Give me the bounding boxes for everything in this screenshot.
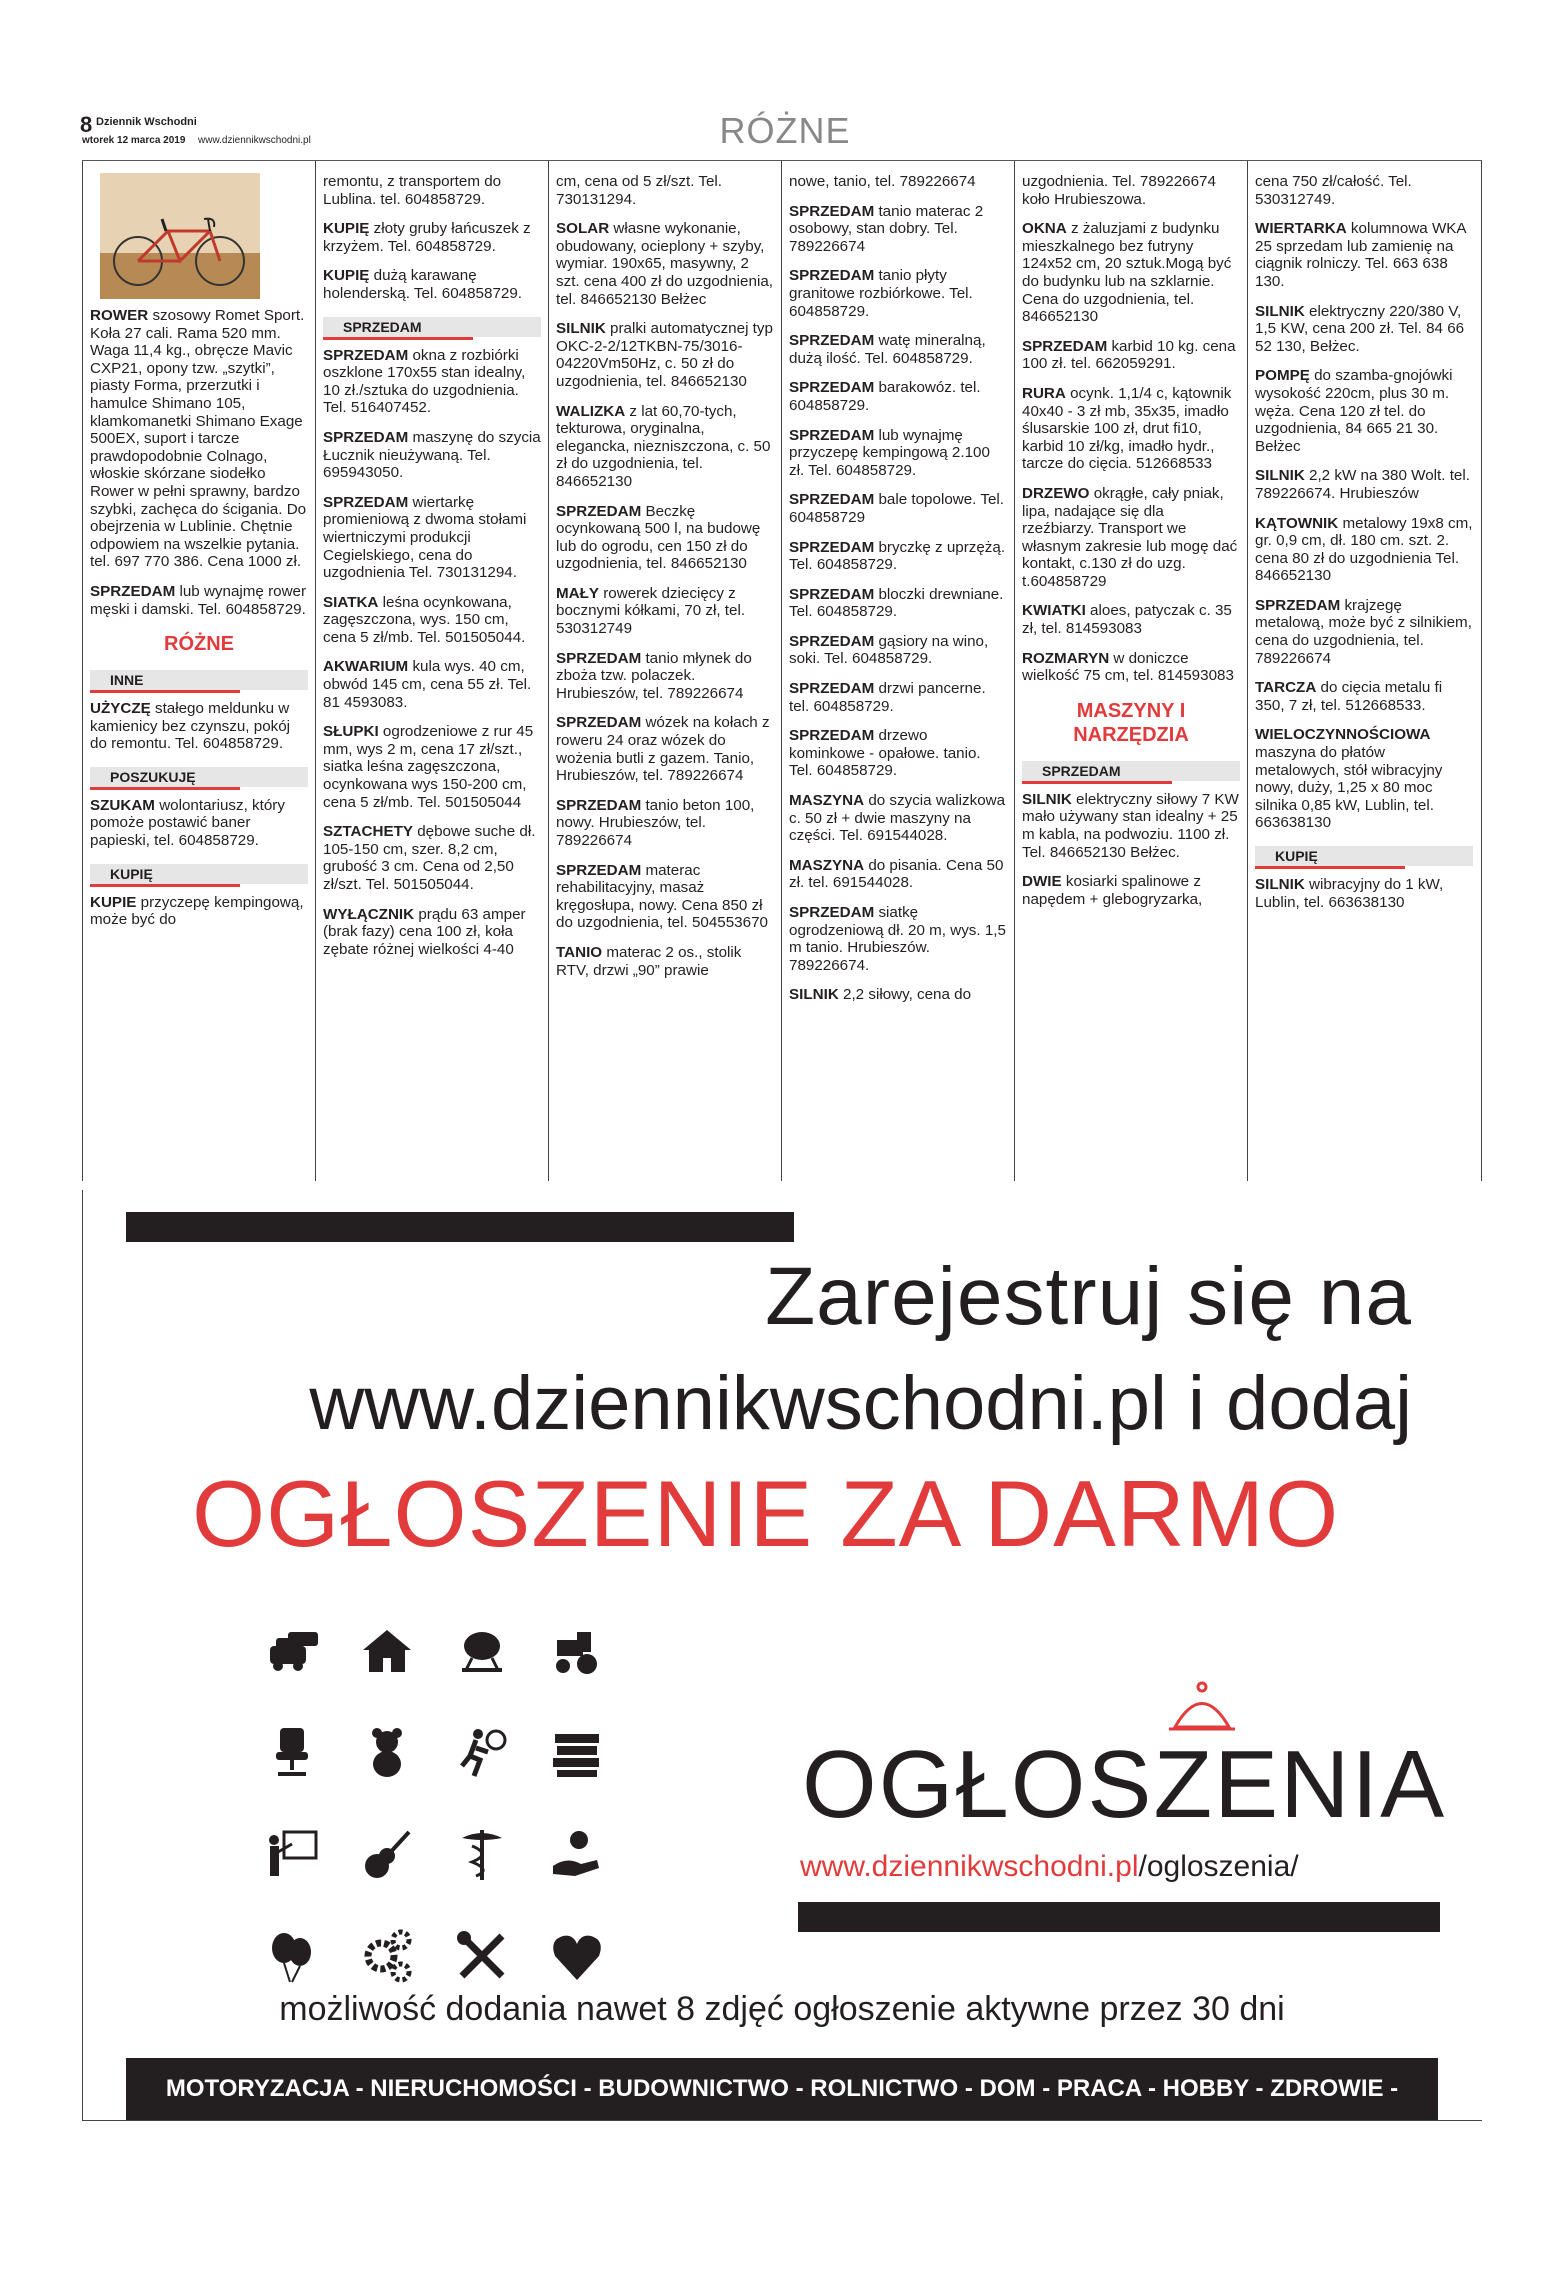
ad-keyword: SPRZEDAM bbox=[789, 585, 875, 603]
classified-ad bbox=[323, 823, 541, 893]
ad-keyword: SILNIK bbox=[1255, 302, 1305, 320]
ad-text: lub wynajmę rower męski i damski. Tel. 604858729. bbox=[90, 582, 307, 618]
classified-ad bbox=[90, 307, 308, 571]
ad-text: do szycia walizkowa c. 50 zł + dwie maszyny na części. Tel. 691544028. bbox=[789, 792, 1006, 845]
classified-ad bbox=[556, 944, 774, 979]
ad-keyword: UŻYCZĘ bbox=[90, 700, 151, 718]
ad-keyword: WIERTARKA bbox=[1255, 220, 1347, 238]
ad-keyword: SZTACHETY bbox=[323, 823, 413, 841]
promo-advert bbox=[82, 1190, 1482, 2200]
classified-ad bbox=[556, 862, 774, 932]
classified-ad bbox=[789, 379, 1007, 414]
ad-text: metalowy 19x8 cm, gr. 0,9 cm, dł. 180 cm. szt. 2. cena 80 zł do uzgodnienia Tel. 846652130 bbox=[1255, 514, 1473, 585]
ad-text: tanio beton 100, nowy. Hrubieszów, tel. 789226674 bbox=[556, 796, 755, 849]
ad-text: wózek na kołach z roweru 24 oraz wózek do wożenia butli z gazem. Tanio, Hrubieszów, tel. 789226674 bbox=[556, 714, 770, 785]
ad-text: dużą karawanę holenderską. Tel. 604858729. bbox=[323, 267, 523, 302]
ad-keyword: SPRZEDAM bbox=[323, 493, 409, 511]
ad-keyword: AKWARIUM bbox=[323, 658, 409, 676]
column-divider bbox=[1247, 161, 1248, 1181]
ad-text: krajzegę metalową, może być z silnikiem, cena do uzgodnienia, tel. 789226674 bbox=[1255, 596, 1472, 667]
classified-ad bbox=[1022, 173, 1240, 208]
ad-text: maszyna do płatów metalowych, stół wibracyjny nowy, duży, 1,25 x 80 moc silnika 0,85 kW, Lublin, tel. 663638130 bbox=[1255, 744, 1443, 832]
ad-keyword: POMPĘ bbox=[1255, 367, 1310, 385]
ad-keyword: SPRZEDAM bbox=[789, 202, 875, 220]
page-number: 8 bbox=[80, 112, 93, 137]
ad-text: z żaluzjami z budynku mieszkalnego bez futryny 124x52 cm, 20 sztuk.Mogą być do budynku lub na szklarnie. Cena do uzgodnienia, tel. 846652130 bbox=[1022, 220, 1232, 326]
column-2 bbox=[323, 173, 541, 970]
ad-text: prądu 63 amper (brak fazy) cena 100 zł, koła zębate różnej wielkości 4-40 bbox=[323, 905, 526, 958]
classified-ad bbox=[789, 986, 1007, 1004]
classified-ad bbox=[90, 700, 308, 753]
promo-note: możliwość dodania nawet 8 zdjęć ogłoszenie aktywne przez 30 dni bbox=[279, 1990, 1285, 2028]
category-header: INNE bbox=[90, 670, 308, 690]
issue-date: wtorek 12 marca 2019 bbox=[82, 135, 186, 146]
classified-ad bbox=[323, 267, 541, 302]
category-header: SPRZEDAM bbox=[323, 317, 541, 337]
tractor-icon bbox=[547, 1620, 607, 1680]
ad-keyword: SOLAR bbox=[556, 220, 610, 238]
classified-ad bbox=[323, 173, 541, 208]
promo-line-1: Zarejestruj się na bbox=[765, 1251, 1412, 1342]
ad-keyword: SPRZEDAM bbox=[1022, 337, 1108, 355]
ad-text: 2,2 siłowy, cena do bbox=[838, 986, 972, 1004]
classified-ad bbox=[1022, 485, 1240, 591]
ad-keyword: SPRZEDAM bbox=[556, 714, 642, 732]
classified-ad bbox=[323, 347, 541, 417]
newspaper-name: Dziennik Wschodni bbox=[96, 116, 197, 128]
cars-icon bbox=[262, 1620, 322, 1680]
classified-ad bbox=[1255, 467, 1473, 502]
classified-ad bbox=[1022, 650, 1240, 685]
category-header: KUPIĘ bbox=[90, 864, 308, 884]
column-1 bbox=[90, 173, 308, 941]
site-url[interactable]: www.dziennikwschodni.pl bbox=[198, 135, 311, 146]
classified-ad bbox=[789, 857, 1007, 892]
ad-keyword: WIELOCZYNNOŚCIOWA bbox=[1255, 726, 1431, 744]
ad-text: dębowe suche dł. 105-150 cm, szer. 8,2 cm, grubość 3 cm. Cena od 2,50 zł/szt. Tel. 501505044. bbox=[323, 823, 536, 893]
ad-text: pralki automatycznej typ OKC-2-2/12TKBN-75/3016-04220Vm50Hz, c. 50 zł do uzgodnienia, tel. 846652130 bbox=[556, 320, 773, 390]
ad-text: przyczepę kempingową, może być do bbox=[90, 893, 304, 929]
classified-ad bbox=[556, 797, 774, 850]
ad-keyword: WYŁĄCZNIK bbox=[323, 905, 415, 923]
teddy-bear-icon bbox=[357, 1722, 417, 1782]
top-bar bbox=[126, 1212, 794, 1242]
ad-text: siatkę ogrodzeniową dł. 20 m, wys. 1,5 m tanio. Hrubieszów. 789226674. bbox=[789, 904, 1006, 974]
classifieds-columns bbox=[82, 160, 1482, 1191]
ad-text: karbid 10 kg. cena 100 zł. tel. 662059291. bbox=[1022, 337, 1236, 373]
ad-text: kolumnowa WKA 25 sprzedam lub zamienię na ciągnik rolniczy. Tel. 663 638 130. bbox=[1255, 220, 1466, 290]
ad-keyword: MAŁY bbox=[556, 584, 600, 602]
ad-text: wibracyjny do 1 kW, Lublin, tel. 663638130 bbox=[1255, 876, 1444, 911]
url-path: /ogloszenia/ bbox=[1138, 1850, 1299, 1883]
column-6 bbox=[1255, 173, 1473, 923]
classified-ad bbox=[789, 904, 1007, 974]
ad-text: szosowy Romet Sport. Koła 27 cali. Rama 520 mm. Waga 11,4 kg., obręcze Mavic CXP21, opony tzw. „szytki”, piasty Forma, przerzutki i hamulce Shimano 105, klamkomanetki Shimano Exage 500EX, suport i tarcze prawdopodobnie Colnago, włoskie skórzane siodełko Rower w pełni sprawny, bardzo szybki, zachęca do ścigania. Do obejrzenia w Lublinie. Chętnie odpowiem na wszelkie pytania. tel. 697 770 386. Cena 1000 zł. bbox=[90, 307, 307, 571]
ad-text: ocynk. 1,1/4 c, kątownik 40x40 - 3 zł mb, 35x35, imadło ślusarskie 100 zł, drut fi10, karbid 10 zł/kg, imadło hydr., tarcze do cięcia. 512668533 bbox=[1022, 384, 1232, 473]
column-divider bbox=[548, 161, 549, 1181]
classified-ad bbox=[1255, 597, 1473, 667]
ad-text: do pisania. Cena 50 zł. tel. 691544028. bbox=[789, 856, 1004, 892]
ad-keyword: SPRZEDAM bbox=[789, 632, 875, 650]
ad-keyword: KWIATKI bbox=[1022, 602, 1086, 620]
balloons-icon bbox=[262, 1926, 322, 1986]
concrete-mixer-icon bbox=[452, 1620, 512, 1680]
ad-text: do szamba-gnojówki wysokość 220cm, plus 30 m. węża. Cena 120 zł tel. do uzgodnienia, 84 665 21 30. Bełżec bbox=[1255, 367, 1453, 455]
classified-ad bbox=[1022, 602, 1240, 637]
ad-text: stałego meldunku w kamienicy bez czynszu, pokój do remontu. Tel. 604858729. bbox=[90, 700, 291, 753]
ad-keyword: ROWER bbox=[90, 307, 149, 324]
ad-keyword: SPRZEDAM bbox=[1255, 596, 1341, 614]
ad-keyword: KĄTOWNIK bbox=[1255, 514, 1339, 532]
classified-ad bbox=[323, 723, 541, 811]
classified-ad bbox=[1022, 220, 1240, 326]
category-icons-grid bbox=[262, 1620, 642, 2040]
ad-text: okna z rozbiórki oszklone 170x55 stan idealny, 10 zł./sztuka do uzgodnienia. Tel. 516407452. bbox=[323, 346, 526, 417]
ad-keyword: SPRZEDAM bbox=[789, 491, 875, 509]
ad-keyword: SIATKA bbox=[323, 593, 379, 611]
ad-text: nowe, tanio, tel. 789226674 bbox=[789, 173, 976, 190]
ad-text: drzwi pancerne. tel. 604858729. bbox=[789, 680, 986, 715]
books-icon bbox=[547, 1722, 607, 1782]
house-icon bbox=[357, 1620, 417, 1680]
heart-icon bbox=[547, 1926, 607, 1986]
ad-keyword: MASZYNA bbox=[789, 856, 865, 874]
ad-text: do cięcia metalu fi 350, 7 zł, tel. 512668533. bbox=[1255, 679, 1443, 714]
ad-keyword: SPRZEDAM bbox=[789, 680, 875, 698]
ad-keyword: SILNIK bbox=[556, 320, 606, 338]
category-header: POSZUKUJĘ bbox=[90, 767, 308, 787]
ad-text: własne wykonanie, obudowany, ocieplony + szyby, wymiar. 190x65, masywny, 2 szt. cena 400 zł do uzgodnienia, tel. 846652130 Bełżec bbox=[556, 220, 773, 308]
classified-ad bbox=[556, 320, 774, 390]
column-divider bbox=[1481, 161, 1482, 1181]
ad-text: uzgodnienia. Tel. 789226674 koło Hrubieszowa. bbox=[1022, 173, 1216, 208]
ad-keyword: SPRZEDAM bbox=[789, 379, 875, 397]
presentation-icon bbox=[262, 1824, 322, 1884]
classified-ad bbox=[323, 220, 541, 255]
column-divider bbox=[781, 161, 782, 1181]
guitar-icon bbox=[357, 1824, 417, 1884]
classified-ad bbox=[789, 727, 1007, 780]
ad-keyword: OKNA bbox=[1022, 220, 1067, 238]
ad-keyword: SPRZEDAM bbox=[789, 426, 875, 444]
hand-coin-icon bbox=[547, 1824, 607, 1884]
section-heading: MASZYNY I NARZĘDZIA bbox=[1073, 699, 1189, 746]
ad-text: wiertarkę promieniową z dwoma stołami wiertniczymi produkcji Cegielskiego, cena do uzgodnienia Tel. 730131294. bbox=[323, 493, 527, 582]
classified-ad bbox=[789, 586, 1007, 621]
column-divider bbox=[82, 161, 83, 1181]
gears-icon bbox=[357, 1926, 417, 1986]
ad-text: elektryczny 220/380 V, 1,5 KW, cena 200 zł. Tel. 84 66 52 130, Bełżec. bbox=[1255, 302, 1465, 355]
ad-text: z lat 60,70-tych, tekturowa, oryginalna, elegancka, niezniszczona, c. 50 zł do uzgodnienia, tel. 846652130 bbox=[556, 402, 771, 490]
ad-text: lub wynajmę przyczepę kempingową 2.100 zł. Tel. 604858729. bbox=[789, 426, 990, 479]
ogloszenia-url[interactable] bbox=[800, 1850, 1299, 1884]
ad-text: 2,2 kW na 380 Wolt. tel. 789226674. Hrubieszów bbox=[1255, 467, 1470, 502]
ad-keyword: SPRZEDAM bbox=[323, 346, 409, 364]
ad-keyword: SŁUPKI bbox=[323, 723, 379, 741]
promo-headline: OGŁOSZENIE ZA DARMO bbox=[192, 1461, 1340, 1566]
column-4 bbox=[789, 173, 1007, 1016]
classified-ad bbox=[90, 894, 308, 929]
classified-ad bbox=[1255, 515, 1473, 585]
promo-line-2: www.dziennikwschodni.pl i dodaj bbox=[309, 1361, 1412, 1446]
ad-text: okrągłe, cały pniak, lipa, nadające się dla rzeźbiarzy. Transport we własnym zakresie lub mogę dać kontakt, c.130 zł do uzg. t.604858729 bbox=[1022, 484, 1238, 590]
category-header: KUPIĘ bbox=[1255, 846, 1473, 866]
classified-ad bbox=[90, 583, 308, 618]
office-chair-icon bbox=[262, 1722, 322, 1782]
running-clock-icon bbox=[452, 1722, 512, 1782]
bicycle-photo bbox=[100, 173, 260, 299]
classified-ad bbox=[789, 267, 1007, 320]
classified-ad bbox=[789, 633, 1007, 668]
ogloszenia-logo: OGŁOSZENIA bbox=[802, 1731, 1447, 1838]
ad-keyword: SILNIK bbox=[1255, 467, 1305, 485]
ad-keyword: SPRZEDAM bbox=[556, 502, 642, 520]
ad-keyword: KUPIĘ bbox=[323, 220, 370, 238]
ad-text: Beczkę ocynkowaną 500 l, na budowę lub do ogrodu, cen 150 zł do uzgodnienia, tel. 846652130 bbox=[556, 502, 761, 573]
classified-ad bbox=[1255, 876, 1473, 911]
classified-ad bbox=[789, 203, 1007, 256]
classified-ad bbox=[323, 906, 541, 959]
ad-keyword: KUPIE bbox=[90, 893, 137, 911]
ad-text: bloczki drewniane. Tel. 604858729. bbox=[789, 585, 1004, 621]
ad-text: drzewo kominkowe - opałowe. tanio. Tel. 604858729. bbox=[789, 727, 981, 780]
classified-ad bbox=[789, 173, 1007, 191]
ad-text: złoty gruby łańcuszek z krzyżem. Tel. 604858729. bbox=[323, 220, 531, 255]
page-header bbox=[80, 108, 1490, 152]
ad-text: leśna ocynkowana, zagęszczona, wys. 150 cm, cena 5 zł/mb. Tel. 501505044. bbox=[323, 593, 526, 646]
classified-ad bbox=[90, 797, 308, 850]
ad-text: w doniczce wielkość 75 cm, tel. 814593083 bbox=[1022, 649, 1234, 685]
ad-text: bryczkę z uprzężą. Tel. 604858729. bbox=[789, 538, 1006, 574]
ad-text: wolontariusz, który pomoże postawić baner papieski, tel. 604858729. bbox=[90, 796, 285, 850]
ad-text: gąsiory na wino, soki. Tel. 604858729. bbox=[789, 632, 989, 668]
ad-keyword: RURA bbox=[1022, 384, 1066, 402]
ad-keyword: SPRZEDAM bbox=[556, 649, 642, 667]
url-domain: www.dziennikwschodni.pl bbox=[800, 1850, 1139, 1883]
classified-ad bbox=[556, 714, 774, 784]
classified-ad bbox=[789, 539, 1007, 574]
ad-keyword: SPRZEDAM bbox=[789, 538, 875, 556]
ad-text: watę mineralną, dużą ilość. Tel. 604858729. bbox=[789, 332, 986, 367]
section-heading: RÓŻNE bbox=[164, 633, 234, 656]
column-divider bbox=[1014, 161, 1015, 1181]
ad-keyword: TANIO bbox=[556, 943, 603, 961]
ad-text: bale topolowe. Tel. 604858729 bbox=[789, 491, 1004, 526]
classified-ad bbox=[1255, 173, 1473, 208]
ad-text: barakowóz. tel. 604858729. bbox=[789, 379, 981, 414]
classified-ad bbox=[1022, 385, 1240, 473]
classified-ad bbox=[789, 491, 1007, 526]
ad-keyword: SPRZEDAM bbox=[90, 582, 176, 600]
classified-ad bbox=[556, 585, 774, 638]
classified-ad bbox=[556, 650, 774, 703]
ad-text: rowerek dziecięcy z bocznymi kółkami, 70 zł, tel. 530312749 bbox=[556, 584, 746, 638]
ad-keyword: SZUKAM bbox=[90, 796, 155, 814]
section-title: RÓŻNE bbox=[719, 110, 851, 151]
classified-ad bbox=[556, 403, 774, 491]
ad-text: materac 2 os., stolik RTV, drzwi „90” prawie bbox=[556, 943, 742, 979]
ad-keyword: TARCZA bbox=[1255, 679, 1317, 697]
ad-text: tanio młynek do zboża tzw. polaczek. Hrubieszów, tel. 789226674 bbox=[556, 649, 752, 702]
ad-text: elektryczny siłowy 7 KW mało używany stan idealny + 25 m kabla, na podwoziu. 1100 zł. Tel. 846652130 Bełżec. bbox=[1022, 790, 1239, 861]
ad-text: tanio płyty granitowe rozbiórkowe. Tel. 604858729. bbox=[789, 267, 973, 320]
classified-ad bbox=[789, 427, 1007, 480]
classified-ad bbox=[1022, 791, 1240, 861]
wrench-screwdriver-icon bbox=[452, 1926, 512, 1986]
classified-ad bbox=[1255, 726, 1473, 832]
ad-keyword: KUPIĘ bbox=[323, 267, 370, 285]
ad-text: cena 750 zł/całość. Tel. 530312749. bbox=[1255, 173, 1412, 208]
ad-keyword: SPRZEDAM bbox=[789, 727, 875, 745]
ad-keyword: DWIE bbox=[1022, 873, 1062, 891]
classified-ad bbox=[1255, 367, 1473, 455]
classified-ad bbox=[323, 594, 541, 647]
category-strip: MOTORYZACJA - NIERUCHOMOŚCI - BUDOWNICTWO - ROLNICTWO - DOM - PRACA - HOBBY - ZDROWIE - TOWARZYSKIE bbox=[126, 2058, 1438, 2120]
ad-keyword: SILNIK bbox=[789, 986, 839, 1004]
classified-ad bbox=[556, 173, 774, 208]
ad-keyword: SPRZEDAM bbox=[556, 861, 642, 879]
ad-text: ogrodzeniowe z rur 45 mm, wys 2 m, cena 17 zł/szt., siatka leśna zagęszczona, ocynkowana wys 150-200 cm, cena 5 zł/mb. Tel. 501505044 bbox=[323, 723, 534, 811]
ad-keyword: SPRZEDAM bbox=[789, 267, 875, 285]
classified-ad bbox=[1255, 303, 1473, 356]
ad-text: tanio materac 2 osobowy, stan dobry. Tel. 789226674 bbox=[789, 202, 984, 255]
classified-ad bbox=[556, 503, 774, 573]
ad-text: cm, cena od 5 zł/szt. Tel. 730131294. bbox=[556, 173, 723, 208]
ad-keyword: SILNIK bbox=[1255, 876, 1305, 893]
ad-text: kosiarki spalinowe z napędem + glebogryzarka, bbox=[1022, 873, 1203, 908]
classified-ad bbox=[1255, 220, 1473, 290]
classified-ad bbox=[556, 220, 774, 308]
ad-text: kula wys. 40 cm, obwód 145 cm, cena 55 zł. Tel. 81 4593083. bbox=[323, 658, 532, 711]
category-header: SPRZEDAM bbox=[1022, 761, 1240, 781]
ad-keyword: WALIZKA bbox=[556, 402, 626, 420]
ad-keyword: SPRZEDAM bbox=[323, 428, 409, 446]
column-3 bbox=[556, 173, 774, 991]
classified-ad bbox=[789, 792, 1007, 845]
ad-keyword: SPRZEDAM bbox=[789, 904, 875, 921]
classified-ad bbox=[789, 680, 1007, 715]
ad-keyword: MASZYNA bbox=[789, 792, 865, 810]
ad-keyword: SPRZEDAM bbox=[556, 796, 642, 814]
classified-ad bbox=[1022, 873, 1240, 908]
ad-keyword: DRZEWO bbox=[1022, 484, 1090, 502]
ad-keyword: ROZMARYN bbox=[1022, 649, 1110, 667]
classified-ad bbox=[1022, 338, 1240, 373]
ad-text: aloes, patyczak c. 35 zł, tel. 814593083 bbox=[1022, 602, 1232, 638]
column-5 bbox=[1022, 173, 1240, 920]
classified-ad bbox=[323, 429, 541, 482]
ad-keyword: SILNIK bbox=[1022, 790, 1072, 808]
classified-ad bbox=[323, 494, 541, 582]
classified-ad bbox=[789, 332, 1007, 367]
cloche-icon bbox=[1167, 1675, 1237, 1735]
ad-text: maszynę do szycia Łucznik nieużywaną. Tel. 695943050. bbox=[323, 428, 541, 482]
classified-ad bbox=[1255, 679, 1473, 714]
column-divider bbox=[315, 161, 316, 1181]
ad-keyword: SPRZEDAM bbox=[789, 332, 875, 350]
classified-ad bbox=[323, 658, 541, 711]
caduceus-icon bbox=[452, 1824, 512, 1884]
ad-text: remontu, z transportem do Lublina. tel. 604858729. bbox=[323, 173, 502, 208]
bottom-bar bbox=[798, 1902, 1440, 1932]
ad-text: materac rehabilitacyjny, masaż kręgosłupa, nowy. Cena 850 zł do uzgodnienia, tel. 504553670 bbox=[556, 861, 768, 932]
